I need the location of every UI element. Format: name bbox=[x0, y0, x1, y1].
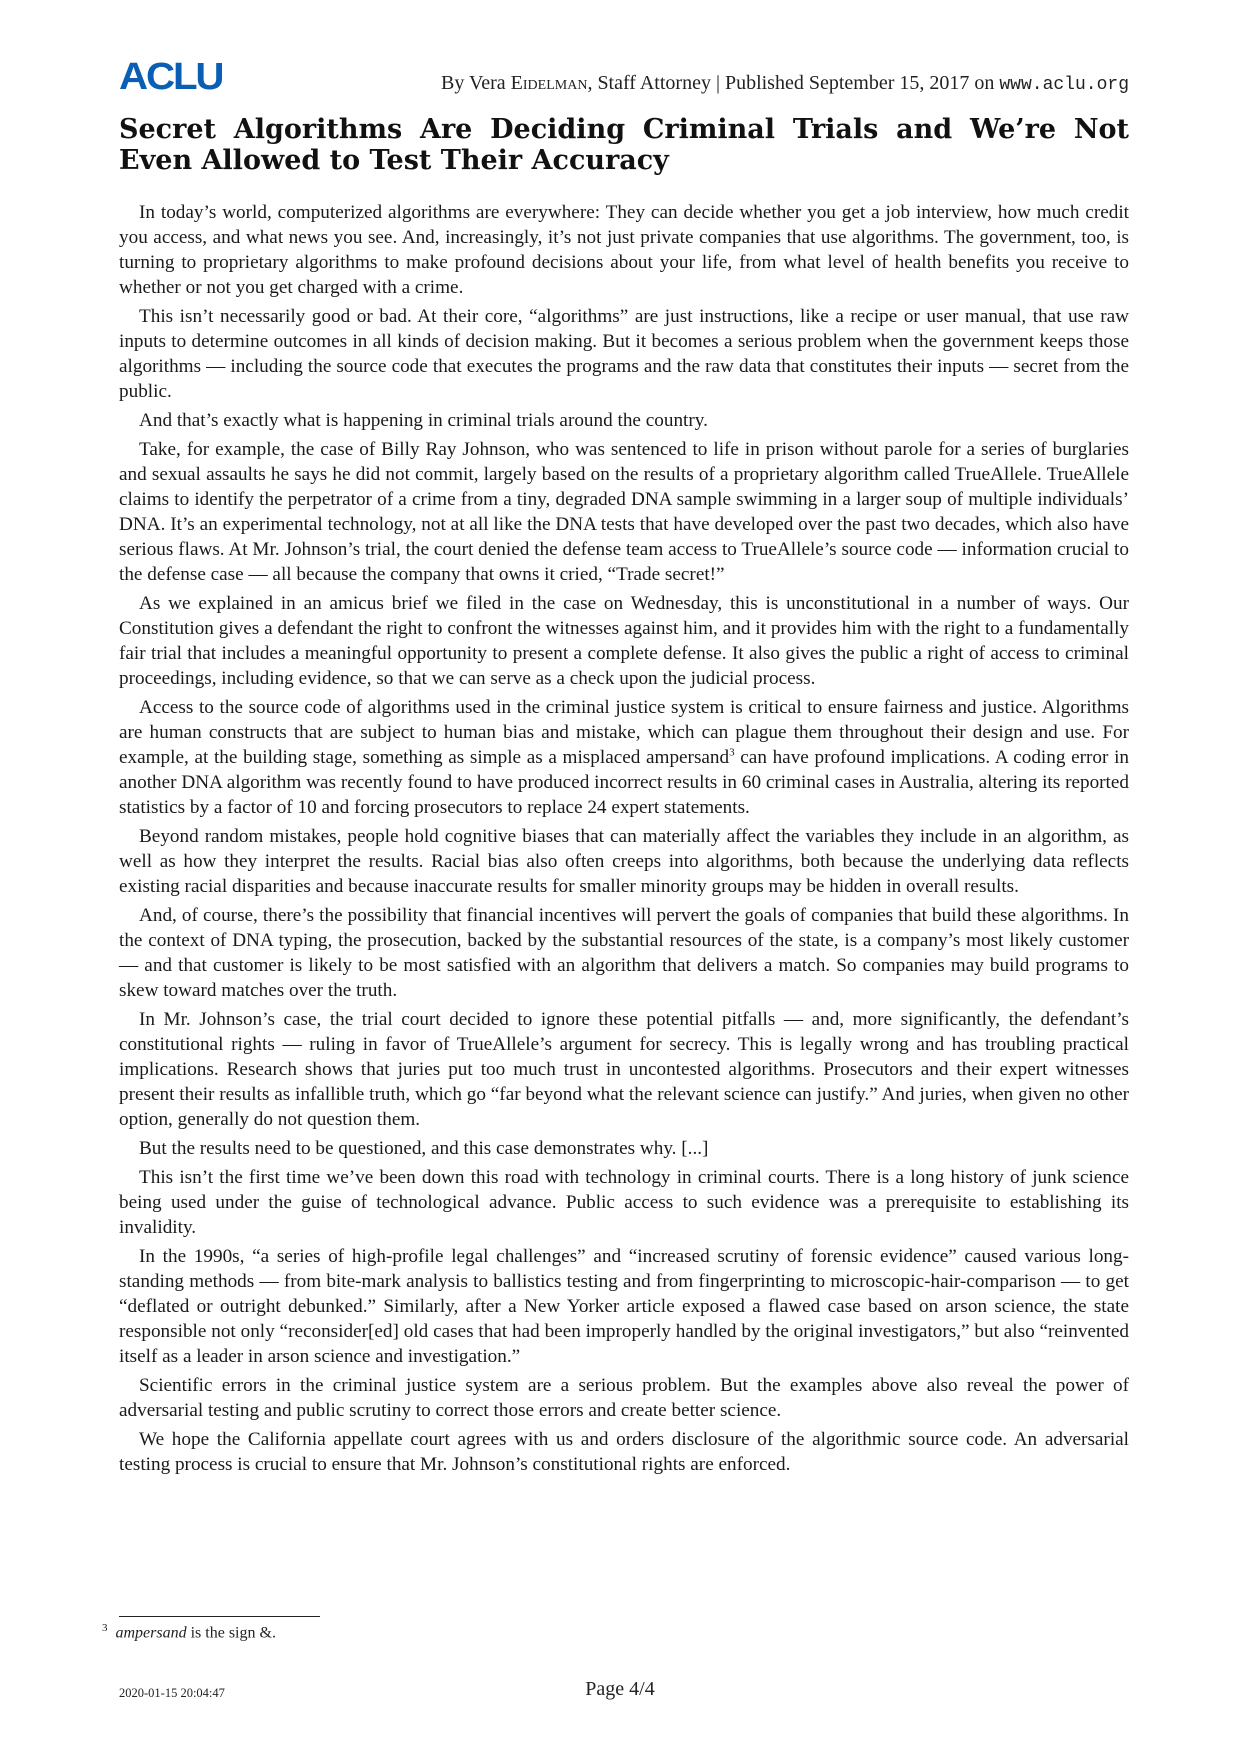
paragraph: In the 1990s, “a series of high-profile legal challenges” and “increased scrutiny of forensic evidence” caused various long-standing methods — from bite-mark analysis to ballistics testing and from fingerprinting to microscopic-hair-comparison — to get “deflated or outright debunked.” Similarly, after a New Yorker article exposed a flawed case based on arson science, the state responsible not only “reconsider[ed] old cases that had been improperly handled by the original investigators,” but also “reinvented itself as a leader in arson science and investigation.” bbox=[119, 1246, 1129, 1367]
print-timestamp: 2020-01-15 20:04:47 bbox=[119, 1686, 225, 1700]
paragraph-text: Access to the source code of algorithms used in the criminal justice system is critical to ensure fairness and justice. Algorithms are human constructs that are subject to human bias and mistake, which can plague them throughout their design and use. For example, at the building stage, something as simple as a misplaced ampersand bbox=[119, 697, 1129, 768]
footnote bbox=[102, 1622, 276, 1642]
footnote-number: 3 bbox=[102, 1622, 108, 1634]
paragraph: We hope the California appellate court agrees with us and orders disclosure of the algorithmic source code. An adversarial testing process is crucial to ensure that Mr. Johnson’s constitutional rights are enforced. bbox=[119, 1429, 1129, 1475]
byline bbox=[441, 72, 1129, 95]
paragraph: In Mr. Johnson’s case, the trial court decided to ignore these potential pitfalls — and, more significantly, the defendant’s constitutional rights — ruling in favor of TrueAllele’s argument for secrecy. This is legally wrong and has troubling practical implications. Research shows that juries put too much trust in uncontested algorithms. Prosecutors and their expert witnesses present their results as infallible truth, which go “far beyond what the relevant science can justify.” And juries, when given no other option, generally do not question them. bbox=[119, 1009, 1129, 1130]
paragraph bbox=[119, 695, 1129, 820]
paragraph: Beyond random mistakes, people hold cognitive biases that can materially affect the variables they include in an algorithm, as well as how they interpret the results. Racial bias also often creeps into algorithms, both because the underlying data reflects existing racial disparities and because inaccurate results for smaller minority groups may be hidden in overall results. bbox=[119, 826, 1129, 897]
footnote-divider bbox=[119, 1616, 320, 1617]
author-surname: Eidelman bbox=[510, 72, 588, 94]
footnote-text: is the sign &. bbox=[186, 1624, 276, 1642]
paragraph-text: can have profound implications. A coding error in another DNA algorithm was recently found to have produced incorrect results in 60 criminal cases in Australia, altering its reported statistics by a factor of 10 and forcing prosecutors to replace 24 expert statements. bbox=[119, 747, 1129, 818]
paragraph: And, of course, there’s the possibility that financial incentives will pervert the goals of companies that build these algorithms. In the context of DNA typing, the prosecution, backed by the substantial resources of the state, is a company’s most likely customer — and that customer is likely to be most satisfied with an algorithm that delivers a match. So companies may build programs to skew toward matches over the truth. bbox=[119, 905, 1129, 1001]
page-number: Page 4/4 bbox=[585, 1678, 655, 1700]
paragraph: As we explained in an amicus brief we filed in the case on Wednesday, this is unconstitutional in a number of ways. Our Constitution gives a defendant the right to confront the witnesses against him, and it provides him with the right to a fundamentally fair trial that includes a meaningful opportunity to present a complete defense. It also gives the public a right of access to criminal proceedings, including evidence, so that we can serve as a check upon the judicial process. bbox=[119, 593, 1129, 689]
paragraph: This isn’t the first time we’ve been down this road with technology in criminal courts. There is a long history of junk science being used under the guise of technological advance. Public access to such evidence was a prerequisite to establishing its invalidity. bbox=[119, 1167, 1129, 1238]
footnote-marker: 3 bbox=[729, 746, 735, 759]
footnote-term: ampersand bbox=[115, 1624, 187, 1642]
site-url: www.aclu.org bbox=[999, 75, 1129, 95]
byline-prefix: By Vera bbox=[441, 72, 511, 94]
byline-middle: , Staff Attorney | Published September 15, 2017 on bbox=[587, 72, 1000, 94]
paragraph: Scientific errors in the criminal justice system are a serious problem. But the examples above also reveal the power of adversarial testing and public scrutiny to correct those errors and create better science. bbox=[119, 1375, 1129, 1421]
article-body bbox=[119, 200, 1129, 1481]
article-title: Secret Algorithms Are Deciding Criminal Trials and We’re Not Even Allowed to Test Their Accuracy bbox=[119, 114, 1129, 176]
paragraph: But the results need to be questioned, and this case demonstrates why. [...] bbox=[139, 1138, 709, 1159]
paragraph: Take, for example, the case of Billy Ray Johnson, who was sentenced to life in prison without parole for a series of burglaries and sexual assaults he says he did not commit, largely based on the results of a proprietary algorithm called TrueAllele. TrueAllele claims to identify the perpetrator of a crime from a tiny, degraded DNA sample swimming in a larger soup of multiple individuals’ DNA. It’s an experimental technology, not at all like the DNA tests that have developed over the past two decades, which also have serious flaws. At Mr. Johnson’s trial, the court denied the defense team access to TrueAllele’s source code — information crucial to the defense case — all because the company that owns it cried, “Trade secret!” bbox=[119, 439, 1129, 585]
paragraph: In today’s world, computerized algorithms are everywhere: They can decide whether you get a job interview, how much credit you access, and what news you see. And, increasingly, it’s not just private companies that use algorithms. The government, too, is turning to proprietary algorithms to make profound decisions about your life, from what level of health benefits you receive to whether or not you get charged with a crime. bbox=[119, 202, 1129, 298]
paragraph: This isn’t necessarily good or bad. At their core, “algorithms” are just instructions, like a recipe or user manual, that use raw inputs to determine outcomes in all kinds of decision making. But it becomes a serious problem when the government keeps those algorithms — including the source code that executes the programs and the raw data that constitutes their inputs — secret from the public. bbox=[119, 306, 1129, 402]
aclu-logo: ACLU bbox=[119, 56, 223, 98]
paragraph: And that’s exactly what is happening in criminal trials around the country. bbox=[139, 410, 708, 431]
